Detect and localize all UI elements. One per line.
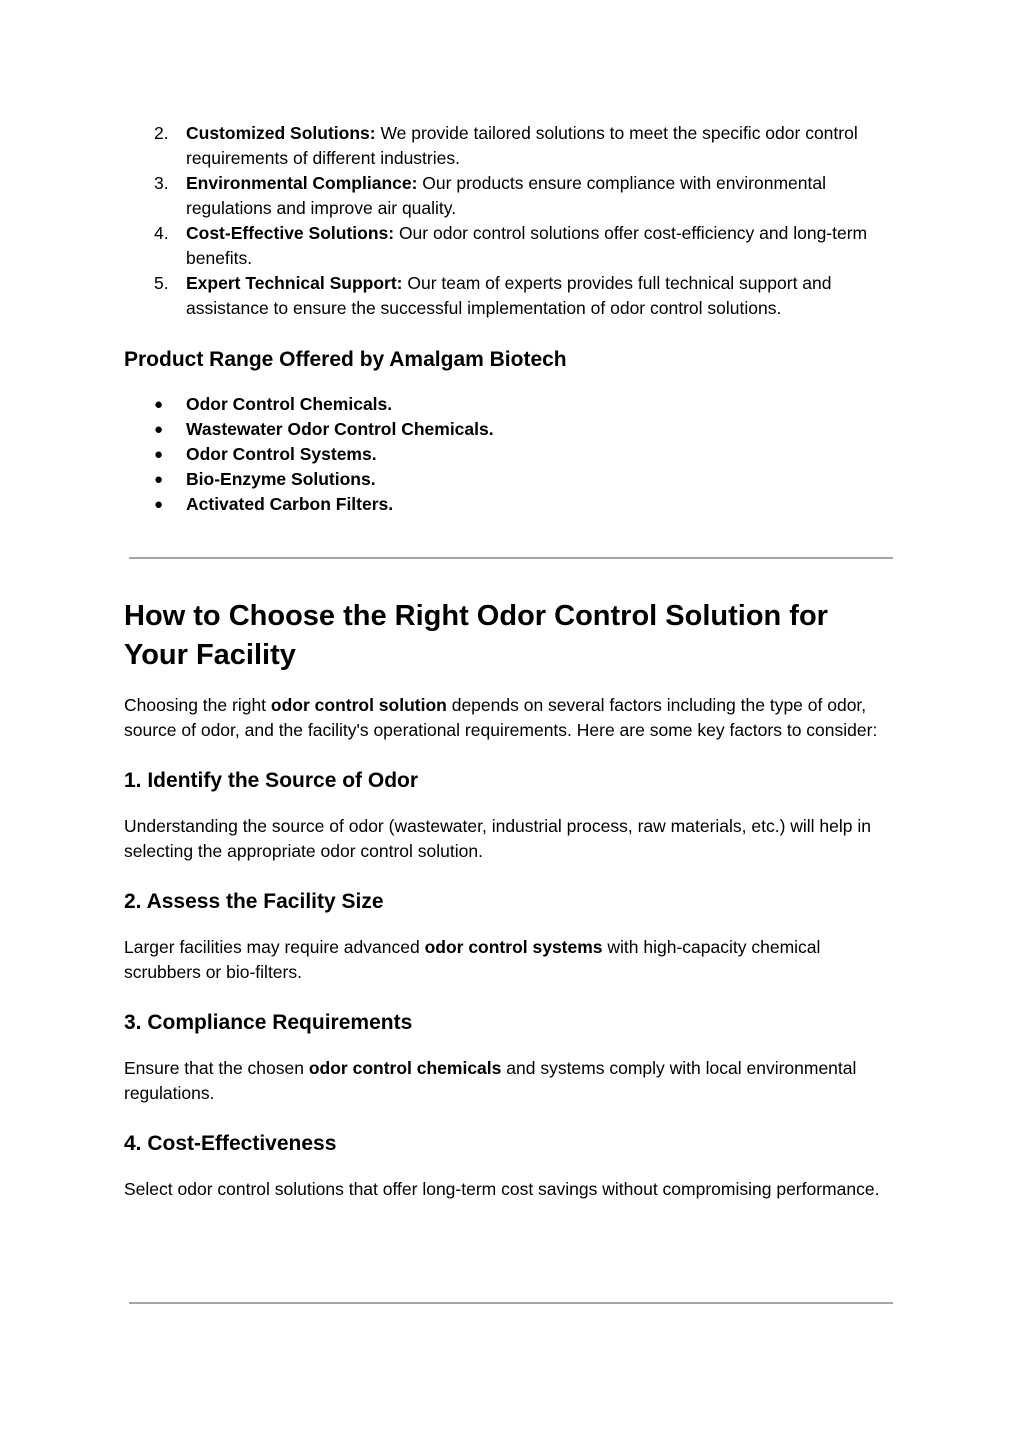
factor-bold: odor control systems	[424, 937, 603, 957]
choose-section	[124, 597, 894, 1202]
product-name: Activated Carbon Filters.	[186, 494, 394, 514]
bullet-icon: ●	[154, 446, 164, 463]
intro-text: Choosing the right	[124, 695, 271, 715]
list-number: 2.	[154, 123, 169, 143]
intro-paragraph	[124, 693, 894, 743]
product-name: Odor Control Chemicals.	[186, 394, 393, 414]
list-item	[124, 121, 894, 171]
list-number: 3.	[154, 173, 169, 193]
list-number: 4.	[154, 223, 169, 243]
list-item	[124, 467, 894, 492]
factor-paragraph	[124, 1177, 894, 1202]
list-item	[124, 492, 894, 517]
section-title: How to Choose the Right Odor Control Solution for Your Facility	[124, 600, 828, 671]
list-item-title: Customized Solutions:	[186, 123, 376, 143]
list-item-title: Expert Technical Support:	[186, 273, 403, 293]
list-item	[124, 221, 894, 271]
product-name: Odor Control Systems.	[186, 444, 377, 464]
list-number: 5.	[154, 273, 169, 293]
bullet-icon: ●	[154, 396, 164, 413]
list-item-title: Cost-Effective Solutions:	[186, 223, 395, 243]
product-range-heading: Product Range Offered by Amalgam Biotech	[124, 348, 567, 371]
factor-text: with high-capacity chemical scrubbers or bio-filters.	[124, 937, 821, 982]
factor-heading: 3. Compliance Requirements	[124, 1011, 413, 1034]
factor-paragraph	[124, 814, 894, 864]
factor-text: Understanding the source of odor (wastewater, industrial process, raw materials, etc.) will help in selecting the appropriate odor control solution.	[124, 816, 872, 861]
factor-heading: 4. Cost-Effectiveness	[124, 1132, 337, 1155]
product-name: Bio-Enzyme Solutions.	[186, 469, 376, 489]
benefits-list	[124, 121, 894, 321]
list-item-text: We provide tailored solutions to meet the specific odor control requirements of different industries.	[186, 123, 858, 168]
list-item	[124, 171, 894, 221]
list-item	[124, 271, 894, 321]
factor-heading: 1. Identify the Source of Odor	[124, 769, 419, 792]
intro-bold: odor control solution	[270, 695, 447, 715]
list-item-text: Our odor control solutions offer cost-efficiency and long-term benefits.	[186, 223, 868, 268]
product-range-list	[124, 392, 894, 517]
factor-heading: 2. Assess the Facility Size	[124, 890, 384, 913]
factor-text: Larger facilities may require advanced	[124, 937, 425, 957]
horizontal-divider	[129, 557, 893, 559]
factor-paragraph	[124, 1056, 894, 1106]
factor-text: and systems comply with local environmental regulations.	[124, 1058, 857, 1103]
factor-text: Ensure that the chosen	[124, 1058, 309, 1078]
horizontal-divider	[129, 1302, 893, 1304]
list-item-text: Our team of experts provides full technical support and assistance to ensure the successful implementation of odor control solutions.	[186, 273, 832, 318]
intro-text: depends on several factors including the type of odor, source of odor, and the facility's operational requirements. Here are some key factors to consider:	[124, 695, 878, 740]
factor-bold: odor control chemicals	[308, 1058, 502, 1078]
bullet-icon: ●	[154, 496, 164, 513]
bullet-icon: ●	[154, 471, 164, 488]
bullet-icon: ●	[154, 421, 164, 438]
list-item-title: Environmental Compliance:	[186, 173, 418, 193]
list-item	[124, 392, 894, 417]
factor-text: Select odor control solutions that offer long-term cost savings without compromising performance.	[124, 1179, 880, 1199]
list-item	[124, 442, 894, 467]
list-item-text: Our products ensure compliance with environmental regulations and improve air quality.	[186, 173, 826, 218]
document-page	[124, 121, 894, 517]
factor-paragraph	[124, 935, 894, 985]
list-item	[124, 417, 894, 442]
product-name: Wastewater Odor Control Chemicals.	[186, 419, 494, 439]
